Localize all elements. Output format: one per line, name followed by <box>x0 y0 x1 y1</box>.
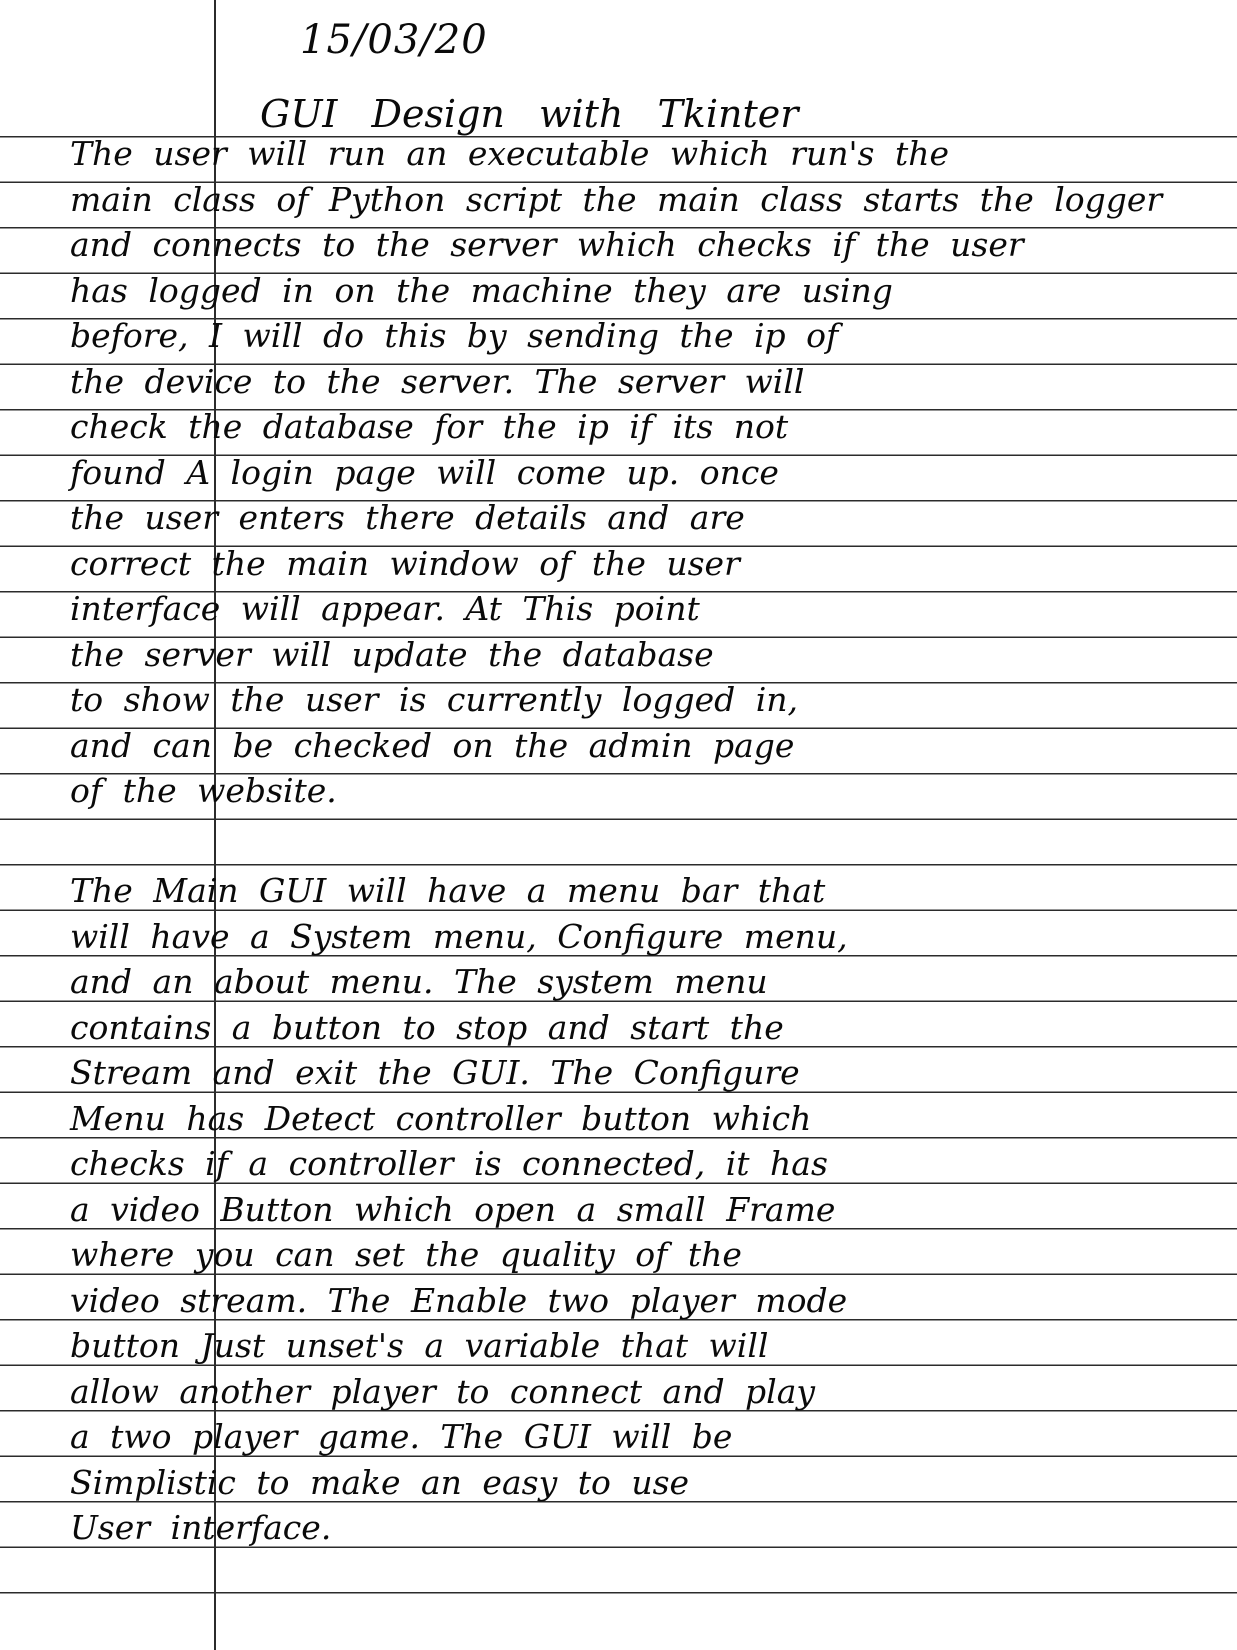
text-line: User interface. <box>70 1508 332 1547</box>
text-line: button Just unset's a variable that will <box>70 1326 769 1365</box>
text-line: and connects to the server which checks if the user <box>70 225 1024 264</box>
text-line: Menu has Detect controller button which <box>70 1098 812 1138</box>
text-line: main class of Python script the main class starts the logger <box>70 179 1163 219</box>
text-line: Stream and exit the GUI. The Configure <box>70 1053 800 1092</box>
text-line: to show the user is currently logged in, <box>70 680 799 719</box>
text-line: where you can set the quality of the <box>70 1235 742 1274</box>
text-line: contains a button to stop and start the <box>70 1007 784 1047</box>
text-line: a video Button which open a small Frame <box>70 1189 836 1229</box>
text-line: will have a System menu, Configure menu, <box>70 916 848 956</box>
text-line: checks if a controller is connected, it has <box>70 1144 828 1183</box>
text-line: correct the main window of the user <box>70 543 740 583</box>
text-line: and an about menu. The system menu <box>70 962 768 1001</box>
text-line: interface will appear. At This point <box>70 589 700 628</box>
paragraph-login-flow <box>54 131 1204 814</box>
date: 15/03/20 <box>300 17 488 63</box>
text-line: found A login page will come up. once <box>70 452 779 492</box>
text-line: and can be checked on the admin page <box>70 725 795 765</box>
text-line: the server will update the database <box>70 634 714 674</box>
paragraph-main-gui <box>54 868 1204 1551</box>
text-line: of the website. <box>70 771 337 810</box>
text-line: check the database for the ip if its not <box>70 407 789 446</box>
text-line: the device to the server. The server will <box>70 361 805 401</box>
text-line: before, I will do this by sending the ip of <box>70 316 839 355</box>
text-line: the user enters there details and are <box>70 498 745 537</box>
text-line: Simplistic to make an easy to use <box>70 1462 690 1502</box>
text-line: allow another player to connect and play <box>70 1371 816 1411</box>
text-line: has logged in on the machine they are using <box>70 270 893 310</box>
text-line: The user will run an executable which run's the <box>70 134 949 173</box>
text-line: video stream. The Enable two player mode <box>70 1280 848 1320</box>
text-line: The Main GUI will have a menu bar that <box>70 871 826 910</box>
text-line: a two player game. The GUI will be <box>70 1417 733 1456</box>
page-title: GUI Design with Tkinter <box>260 92 799 136</box>
